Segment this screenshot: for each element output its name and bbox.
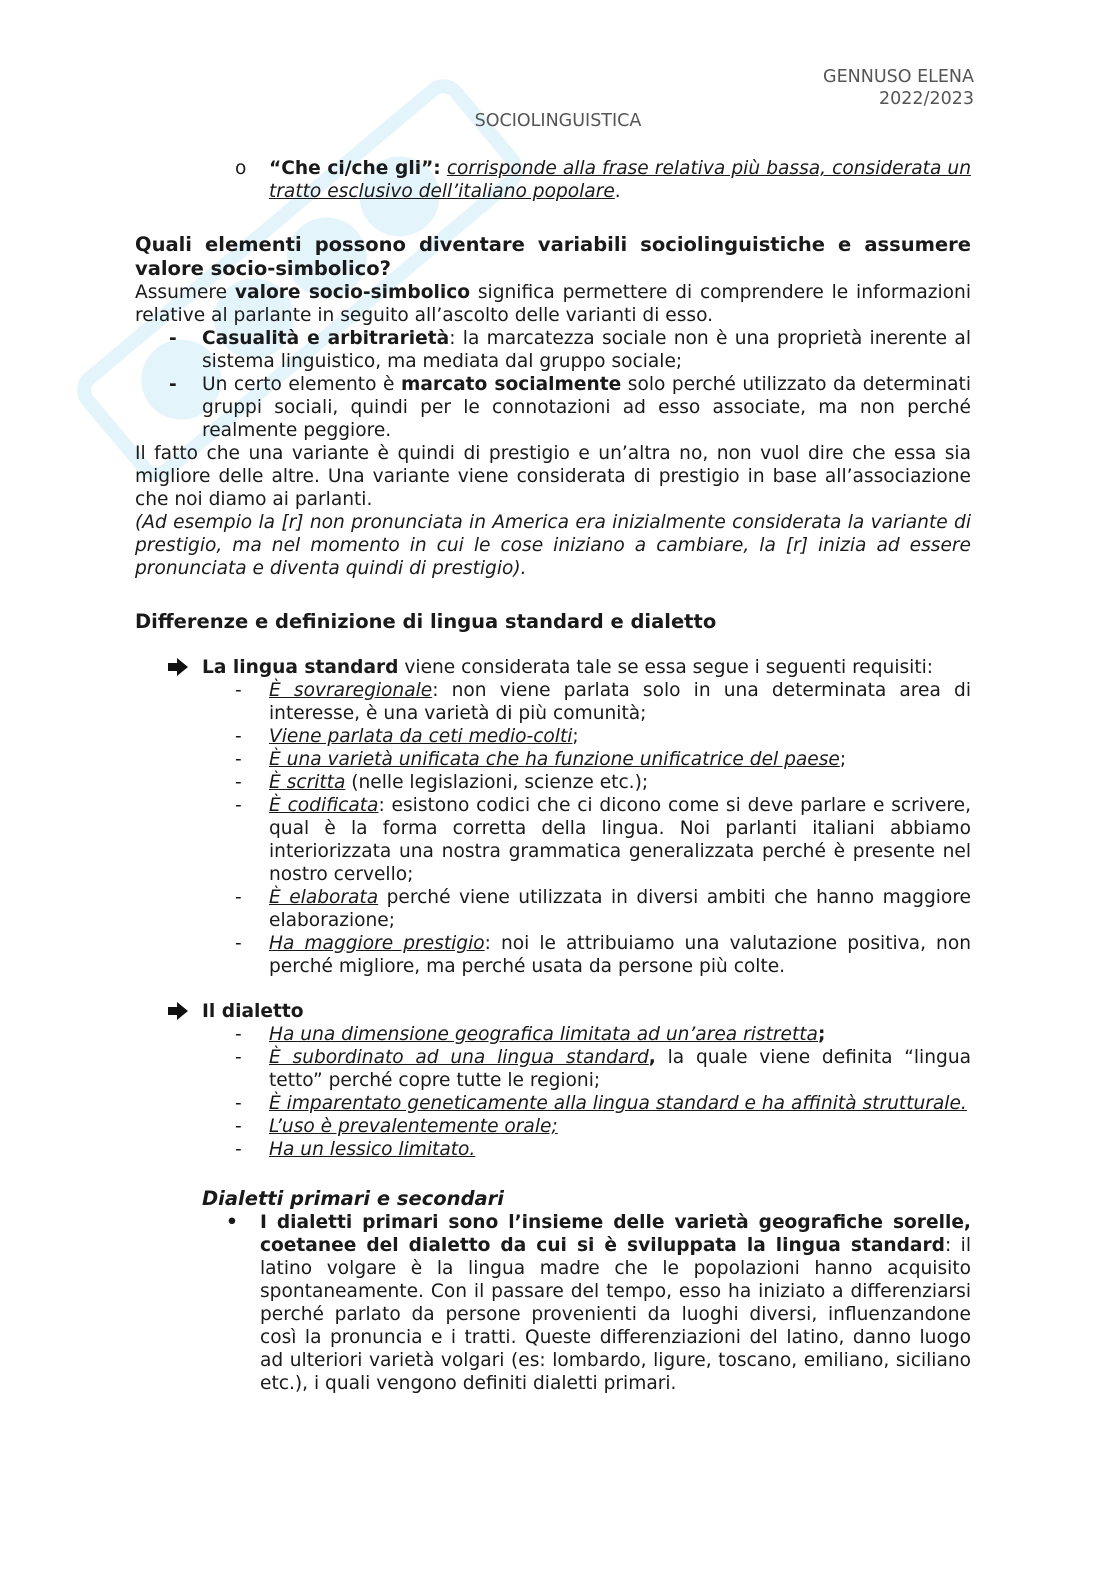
item-text: : la marcatezza sociale non è una proprietà inerente al sistema linguistico, ma mediata dal gruppo sociale; — [202, 328, 971, 372]
item-underlined: È scritta — [269, 772, 346, 793]
item-text: corrisponde alla frase relativa più bassa, considerata un tratto esclusivo dell’italiano popolare — [269, 158, 971, 202]
dash-marker: - — [235, 680, 242, 701]
list-item — [135, 1211, 971, 1395]
list-marker: o — [235, 158, 247, 179]
list-item — [135, 794, 971, 886]
list-item — [135, 1046, 971, 1092]
item-text: perché viene utilizzata in diversi ambiti che hanno maggiore elaborazione; — [269, 887, 971, 931]
academic-year: 2022/2023 — [879, 89, 974, 109]
item-underlined: È sovraregionale — [269, 680, 433, 701]
list-item — [135, 725, 971, 748]
list-marker: - — [169, 374, 177, 395]
item-underlined: Ha maggiore prestigio — [269, 933, 485, 954]
list-item — [135, 1138, 971, 1161]
subject-title: SOCIOLINGUISTICA — [474, 111, 642, 131]
item-underlined: L’uso è prevalentemente orale; — [269, 1116, 558, 1137]
list-item — [135, 656, 971, 679]
list-item — [135, 932, 971, 978]
item-bold: I dialetti primari sono l’insieme delle varietà geografiche sorelle, coetanee del dialetto da cui si è sviluppata la lingua standard — [260, 1212, 971, 1256]
dash-marker: - — [235, 1139, 242, 1160]
intro-bold: valore socio-simbolico — [234, 282, 471, 303]
list-item — [135, 1000, 971, 1023]
item-underlined: Viene parlata da ceti medio-colti — [269, 726, 573, 747]
item-underlined: Ha una dimensione geografica limitata ad un’area ristretta — [269, 1024, 818, 1045]
standard-requirements-list — [135, 679, 971, 978]
item-text: : il latino volgare è la lingua madre che le popolazioni hanno acquisito spontaneamente. Con il passare del tempo, esso ha iniziato a differenziarsi perché parlato da persone provenienti da luoghi diversi, influenzandone così la pronuncia e i tratti. Queste differenziazioni del latino, danno luogo ad ulteriori varietà volgari (es: lombardo, ligure, toscano, emiliano, siciliano etc.), i quali vengono definiti dialetti primari. — [260, 1235, 971, 1394]
author-name: GENNUSO ELENA — [823, 67, 974, 87]
item-text: viene considerata tale se essa segue i seguenti requisiti: — [398, 657, 934, 678]
section-heading: Quali elementi possono diventare variabili sociolinguistiche e assumere valore socio-simbolico? — [135, 233, 971, 280]
list-item — [135, 157, 971, 203]
section-heading: Differenze e definizione di lingua standard e dialetto — [135, 610, 717, 633]
dialect-features-list — [135, 1023, 971, 1161]
list-item — [135, 1115, 971, 1138]
example-paragraph: (Ad esempio la [r] non pronunciata in America era inizialmente considerata la variante di prestigio, ma nel momento in cui le cose iniziano a cambiare, la [r] inizia ad essere pronunciata e diventa quindi di prestigio). — [135, 512, 971, 579]
list-item — [135, 679, 971, 725]
bullet-marker: • — [226, 1212, 238, 1233]
dash-marker: - — [235, 1024, 242, 1045]
list-item — [135, 327, 971, 373]
item-text: ; — [572, 726, 579, 747]
item-punct: ; — [817, 1024, 826, 1045]
item-bold: Casualità e arbitrarietà — [202, 328, 450, 349]
dash-marker: - — [235, 1047, 242, 1068]
list-item — [135, 373, 971, 442]
item-text: : non viene parlata solo in una determinata area di interesse, è una varietà di più comunità; — [269, 680, 971, 724]
subsection-heading: Dialetti primari e secondari — [202, 1187, 504, 1210]
item-underlined: È subordinato ad una lingua standard — [269, 1047, 649, 1068]
header-info — [823, 66, 974, 110]
dash-marker: - — [235, 887, 242, 908]
item-text: (nelle legislazioni, scienze etc.); — [345, 772, 649, 793]
list-marker: - — [169, 328, 177, 349]
item-text: : esistono codici che ci dicono come si deve parlare e scrivere, qual è la forma corretta della lingua. Noi parlanti italiani abbiamo interiorizzata una nostra grammatica generalizzata perché è presente nel nostro cervello; — [269, 795, 971, 885]
list-item — [135, 748, 971, 771]
item-bold: marcato socialmente — [400, 374, 622, 395]
item-text: : noi le attribuiamo una valutazione positiva, non perché migliore, ma perché usata da persone più colte. — [269, 933, 972, 977]
item-underlined: È imparentato geneticamente alla lingua standard e ha affinità strutturale. — [269, 1093, 967, 1114]
item-end: . — [614, 181, 621, 202]
intro-text: Assumere — [135, 282, 235, 303]
paragraph: Il fatto che una variante è quindi di prestigio e un’altra no, non vuol dire che essa sia migliore delle altre. Una variante viene considerata di prestigio in base all’associazione che noi diamo ai parlanti. — [135, 443, 971, 510]
item-text: Un certo elemento è — [202, 374, 401, 395]
item-underlined: È elaborata — [269, 887, 379, 908]
list-item — [135, 1023, 971, 1046]
intro-paragraph — [135, 281, 971, 327]
dash-marker: - — [235, 1116, 242, 1137]
list-item — [135, 1092, 971, 1115]
item-underlined: È codificata — [269, 795, 379, 816]
item-underlined: Ha un lessico limitato. — [269, 1139, 476, 1160]
dash-marker: - — [235, 726, 242, 747]
dash-marker: - — [235, 1093, 242, 1114]
list-item — [135, 771, 971, 794]
item-bold: Il dialetto — [202, 1001, 304, 1022]
item-text: solo perché utilizzato da determinati gruppi sociali, quindi per le connotazioni ad esso associate, ma non perché realmente peggiore. — [202, 374, 971, 441]
dash-marker: - — [235, 749, 242, 770]
item-text: ; — [839, 749, 847, 770]
list-item — [135, 886, 971, 932]
item-underlined: È una varietà unificata che ha funzione unificatrice del paese — [269, 749, 840, 770]
intro-text: significa permettere di comprendere le informazioni relative al parlante in seguito all’ascolto delle varianti di esso. — [135, 282, 971, 326]
dash-marker: - — [235, 933, 242, 954]
item-punct: , — [648, 1047, 656, 1068]
item-label: “Che ci/che gli”: — [269, 158, 441, 179]
page-content — [135, 157, 971, 1395]
dash-marker: - — [235, 772, 242, 793]
item-text: la quale viene definita “lingua tetto” perché copre tutte le regioni; — [269, 1047, 971, 1091]
dash-marker: - — [235, 795, 242, 816]
item-bold: La lingua standard — [202, 657, 399, 678]
